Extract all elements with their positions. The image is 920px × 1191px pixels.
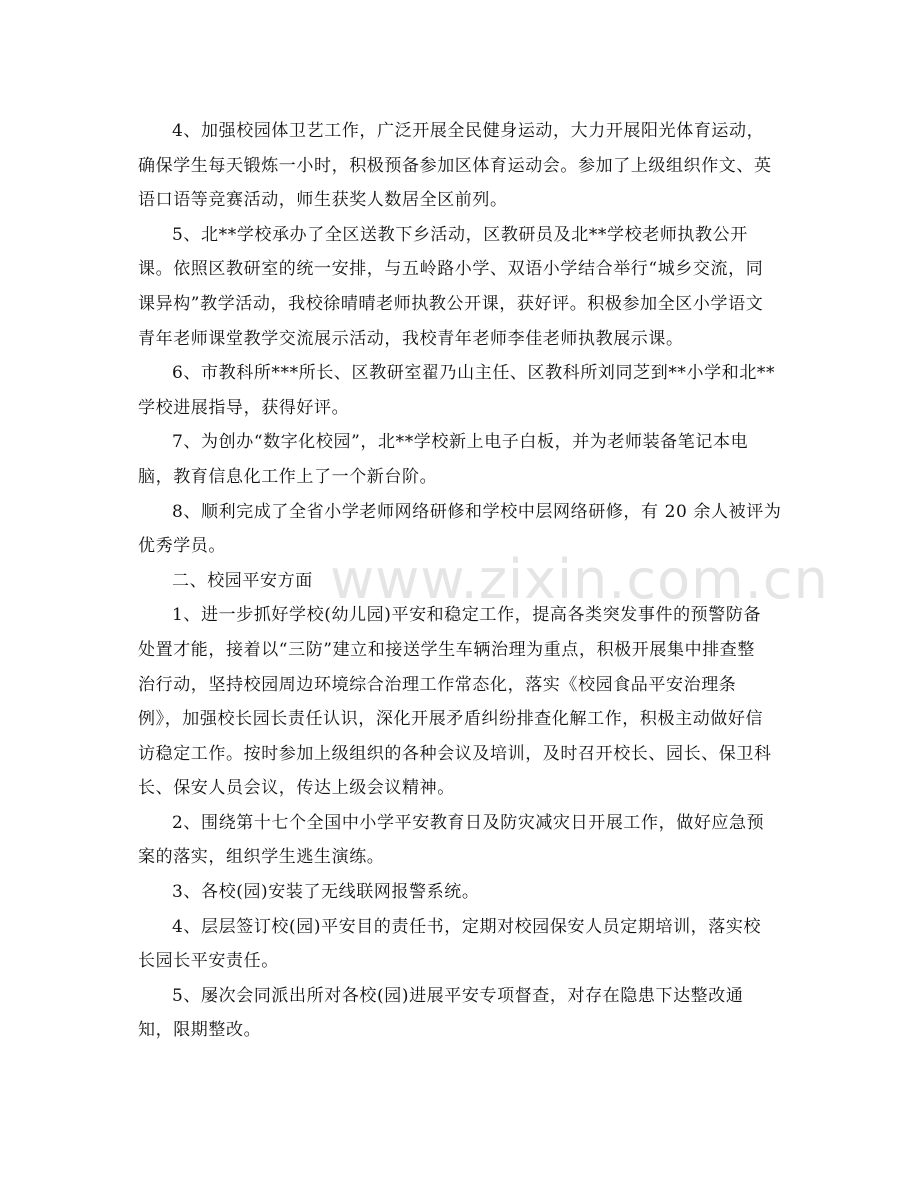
- paragraph-line: 4、加强校园体卫艺工作，广泛开展全民健身运动，大力开展阳光体育运动，: [172, 121, 765, 141]
- paragraph-4-sports: [138, 114, 793, 218]
- paragraph-line: 处置才能，接着以“三防”建立和接送学生车辆治理为重点，积极开展集中排查整: [138, 639, 755, 660]
- paragraph-line: 5、北**学校承办了全区送教下乡活动，区教研员及北**学校老师执教公开: [172, 224, 748, 245]
- paragraph-line: 确保学生每天锻炼一小时，积极预备参加区体育运动会。参加了上级组织作文、英: [138, 155, 772, 176]
- paragraph-line: 知，限期整改。: [138, 1020, 262, 1041]
- paragraph-line: 脑，教育信息化工作上了一个新台阶。: [138, 466, 438, 487]
- paragraph-7-digital-campus: [138, 425, 793, 494]
- watermark: www.zixin.com.cn: [330, 548, 829, 611]
- paragraph-line: 访稳定工作。按时参加上级组织的各种会议及培训，及时召开校长、园长、保卫科: [138, 743, 772, 764]
- paragraph-line: 5、屡次会同派出所对各校(园)进展平安专项督查，对存在隐患下达整改通: [172, 985, 744, 1006]
- paragraph-line: 4、层层签订校(园)平安目的责任书，定期对校园保安人员定期培训，落实校: [172, 916, 762, 937]
- paragraph-line: 8、顺利完成了全省小学老师网络研修和学校中层网络研修，有 20 余人被评为: [172, 501, 782, 522]
- paragraph-line: 长园长平安责任。: [138, 951, 279, 972]
- paragraph-line: 案的落实，组织学生逃生演练。: [138, 847, 385, 868]
- paragraph-5-teaching: [138, 218, 793, 356]
- section-heading: 二、校园平安方面: [172, 570, 313, 591]
- paragraph-safety-5: [138, 979, 793, 1048]
- paragraph-safety-1: [138, 598, 793, 806]
- paragraph-line: 语口语等竞赛活动，师生获奖人数居全区前列。: [138, 190, 508, 211]
- paragraph-line: 学校进展指导，获得好评。: [138, 397, 350, 418]
- paragraph-safety-2: [138, 806, 793, 875]
- paragraph-line: 例》，加强校长园长责任认识，深化开展矛盾纠纷排查化解工作，积极主动做好信: [138, 709, 764, 730]
- paragraph-line: 课。依照区教研室的统一安排，与五岭路小学、双语小学结合举行“城乡交流，同: [138, 259, 764, 280]
- paragraph-line: 优秀学员。: [138, 536, 226, 557]
- paragraph-line: 6、市教科所***所长、区教研室翟乃山主任、区教科所刘同芝到**小学和北**: [172, 363, 776, 384]
- paragraph-line: 1、进一步抓好学校(幼儿园)平安和稳定工作，提高各类突发事件的预警防备: [172, 605, 762, 626]
- paragraph-8-training: [138, 495, 793, 564]
- paragraph-line: 2、围绕第十七个全国中小学平安教育日及防灾减灾日开展工作，做好应急预: [172, 812, 765, 833]
- paragraph-line: 治行动，坚持校园周边环境综合治理工作常态化，落实《校园食品平安治理条: [138, 674, 737, 695]
- paragraph-line: 3、各校(园)安装了无线联网报警系统。: [172, 882, 480, 903]
- paragraph-line: 青年老师课堂教学交流展示活动，我校青年老师李佳老师执教展示课。: [138, 328, 684, 349]
- document-body: [138, 114, 793, 1048]
- section-heading-campus-safety: [138, 564, 793, 599]
- paragraph-line: 7、为创办“数字化校园”，北**学校新上电子白板，并为老师装备笔记本电: [172, 432, 749, 453]
- paragraph-line: 长、保安人员会议，传达上级会议精神。: [138, 778, 455, 799]
- paragraph-6-guidance: [138, 356, 793, 425]
- paragraph-line: 课异构”教学活动，我校徐晴晴老师执教公开课，获好评。积极参加全区小学语文: [138, 293, 764, 314]
- paragraph-safety-3: [138, 875, 793, 910]
- paragraph-safety-4: [138, 910, 793, 979]
